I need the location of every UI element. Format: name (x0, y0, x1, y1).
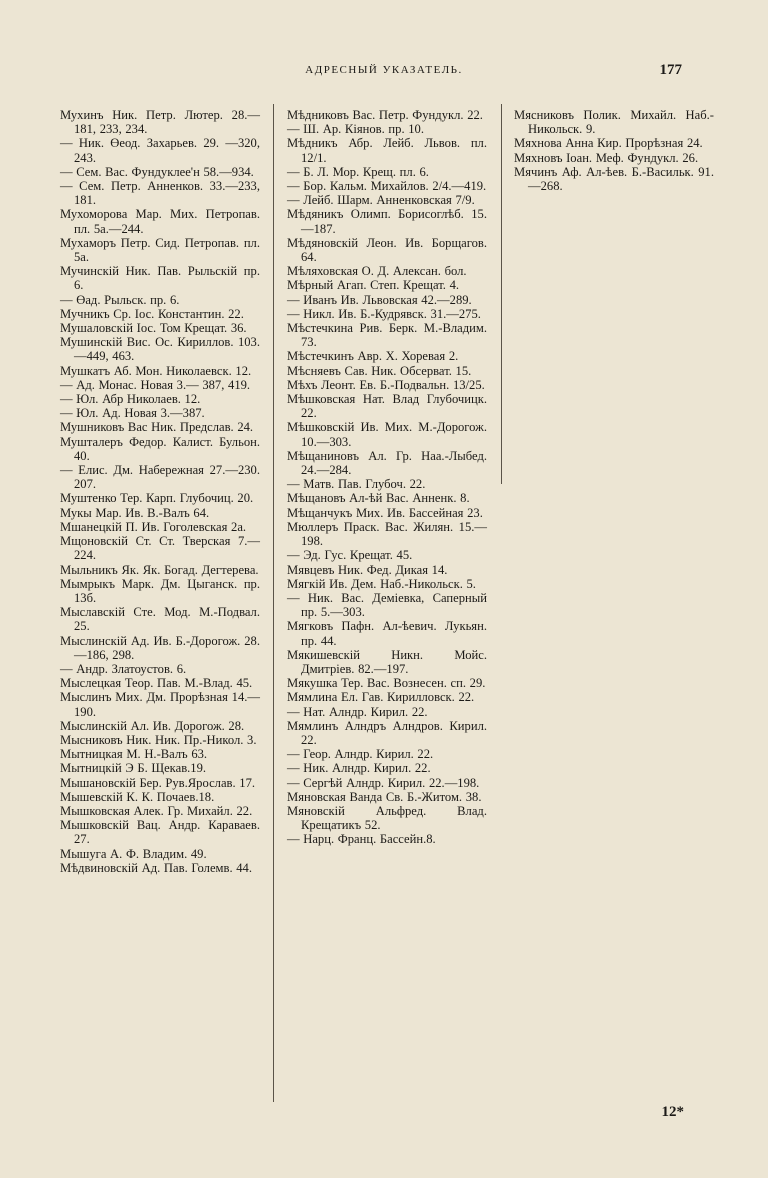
directory-entry: Мѣсняевъ Сав. Ник. Обсерват. 15. (287, 363, 472, 378)
directory-entry: — Юл. Ад. Новая 3.—387. (60, 406, 205, 421)
directory-entry: Мѣщанчукъ Мих. Ив. Бассейная 23. (287, 505, 483, 520)
directory-entry: Мѣляховская О. Д. Алексан. бол. (287, 264, 467, 279)
directory-entry: Мяновская Ванда Св. Б.-Житом. 38. (287, 789, 482, 804)
directory-entry: Мышевскій К. К. Почаев.18. (60, 789, 215, 804)
directory-column-3 (514, 108, 714, 193)
directory-entry: Мѣрный Агап. Степ. Крещат. 4. (287, 278, 460, 293)
directory-entry: Мѣхъ Леонт. Ев. Б.-Подвальн. 13/25. (287, 377, 485, 392)
directory-entry: — Геор. Алндр. Кирил. 22. (287, 747, 434, 762)
directory-entry: — Ш. Ар. Кіянов. пр. 10. (287, 122, 424, 137)
directory-entry: Мыславскій Сте. Мод. М.-Подвал. 25. (60, 605, 260, 634)
directory-entry: Мѣдяновскій Леон. Ив. Борщагов. 64. (287, 235, 487, 265)
directory-entry: — Сем. Петр. Анненков. 33.—233, 181. (60, 179, 260, 208)
directory-entry: Мысниковъ Ник. Ник. Пр.-Никол. 3. (60, 732, 257, 747)
directory-entry: Мякушка Тер. Вас. Вознесен. сп. 29. (287, 676, 486, 691)
running-header-title: АДРЕСНЫЙ УКАЗАТЕЛЬ. (305, 64, 463, 76)
directory-entry: Мѣщаниновъ Ал. Гр. Наа.-Лыбед. 24.—284. (287, 448, 487, 478)
directory-entry: — Юл. Абр Николаев. 12. (60, 392, 201, 407)
directory-column-2 (287, 108, 487, 847)
directory-entry: — Лейб. Шарм. Анненковская 7/9. (287, 193, 475, 208)
directory-entry: Мымрыкъ Марк. Дм. Цыганск. пр. 13б. (60, 576, 260, 605)
directory-entry: Мытницкая М. Н.-Валъ 63. (60, 747, 208, 762)
directory-entry: Мямлинъ Алндръ Алндров. Кирил. 22. (287, 718, 487, 747)
directory-entry: Мытницкій Э Б. Щекав.19. (60, 761, 207, 776)
directory-entry: Мухаморъ Петр. Сид. Петропав. пл. 5а. (60, 235, 260, 265)
directory-entry: — Никл. Ив. Б.-Кудрявск. 31.—275. (287, 306, 481, 321)
directory-entry: Мухоморова Мар. Мих. Петропав. пл. 5а.—244. (60, 207, 260, 236)
directory-entry: Мягковъ Пафн. Ал-ѣевич. Лукьян. пр. 44. (287, 619, 487, 648)
directory-entry: Мышановскій Бер. Рув.Ярослав. 17. (60, 775, 256, 790)
directory-entry: Мяновскій Альфред. Влад. Крещатикъ 52. (287, 803, 487, 833)
directory-entry: Мячинъ Аф. Ал-ѣев. Б.-Васильк. 91.—268. (514, 164, 714, 194)
directory-entry: Мыслецкая Теор. Пав. М.-Влад. 45. (60, 676, 253, 691)
directory-column-1 (60, 108, 260, 875)
directory-entry: Мушаловскій Іос. Том Крещат. 36. (60, 321, 247, 336)
directory-entry: — Нарц. Франц. Бассейн.8. (287, 832, 436, 847)
page-number: 177 (659, 62, 682, 78)
directory-entry: — Сергѣй Алндр. Кирил. 22.—198. (287, 775, 480, 790)
directory-entry: Мякишевскій Никн. Мойс. Дмитріев. 82.—197. (287, 647, 487, 676)
directory-entry: — Б. Л. Мор. Крещ. пл. 6. (287, 164, 429, 179)
directory-entry: Мыслинъ Мих. Дм. Прорѣзная 14.—190. (60, 690, 260, 719)
directory-entry: — Иванъ Ив. Львовская 42.—289. (287, 292, 472, 307)
directory-entry: Мямлина Ел. Гав. Кирилловск. 22. (287, 690, 475, 705)
directory-entry: Мухинъ Ник. Петр. Лютер. 28.—181, 233, 234. (60, 108, 260, 137)
directory-entry: Мушинскій Вис. Ос. Кириллов. 103.—449, 463. (60, 335, 260, 364)
directory-entry: — Ник. Алндр. Кирил. 22. (287, 761, 431, 776)
directory-entry: — Елис. Дм. Набережная 27.—230. 207. (60, 463, 260, 492)
directory-entry: Мышуга А. Ф. Владим. 49. (60, 846, 207, 861)
directory-entry: — Нат. Алндр. Кирил. 22. (287, 704, 428, 719)
directory-entry: — Ад. Монас. Новая 3.— 387, 419. (60, 377, 251, 392)
printer-signature-mark: 12* (661, 1104, 684, 1120)
directory-entry: — Матв. Пав. Глубоч. 22. (287, 477, 426, 492)
directory-entry: Муштенко Тер. Карп. Глубочиц. 20. (60, 491, 254, 506)
directory-entry: Мѣдниковъ Вас. Петр. Фундукл. 22. (287, 108, 483, 122)
directory-entry: Мшанецкій П. Ив. Гоголевская 2а. (60, 519, 247, 534)
directory-entry: Мяхновъ Іоан. Меф. Фундукл. 26. (514, 150, 699, 165)
directory-entry: — Андр. Златоустов. 6. (60, 661, 187, 676)
directory-entry: Мѣдвиновскій Ад. Пав. Големв. 44. (60, 860, 252, 875)
directory-entry: Мушниковъ Вас Ник. Предслав. 24. (60, 420, 254, 435)
directory-entry: Мучинскій Ник. Пав. Рыльскій пр. 6. (60, 264, 260, 293)
directory-entry: Мяхнова Анна Кир. Прорѣзная 24. (514, 136, 703, 151)
directory-entry: Мягкій Ив. Дем. Наб.-Никольск. 5. (287, 576, 476, 591)
directory-entry: Мюллеръ Праск. Вас. Жилян. 15.—198. (287, 519, 487, 549)
directory-entry: Мѣстечкинъ Авр. Х. Хоревая 2. (287, 349, 459, 364)
directory-entry: Мушталеръ Федор. Калист. Бульон. 40. (60, 434, 260, 463)
directory-entry: Мявцевъ Ник. Фед. Дикая 14. (287, 562, 448, 577)
directory-entry: — Бор. Кальм. Михайлов. 2/4.—419. (287, 179, 487, 194)
directory-entry: Мыслинскій Ал. Ив. Дорогож. 28. (60, 718, 245, 733)
directory-entry: Мѣстечкина Рив. Берк. М.-Владим. 73. (287, 321, 487, 350)
directory-entry: Мукы Мар. Ив. В.-Валъ 64. (60, 505, 210, 520)
directory-entry: — Сем. Вас. Фундуклее'н 58.—934. (60, 164, 254, 179)
directory-entry: Мышковскій Вац. Андр. Караваев. 27. (60, 818, 260, 847)
directory-entry: — Өад. Рыльск. пр. 6. (60, 292, 180, 307)
directory-entry: Мѣдникъ Абр. Лейб. Львов. пл. 12/1. (287, 136, 487, 165)
directory-entry: Мучникъ Ср. Іос. Константин. 22. (60, 306, 244, 321)
directory-entry: Мщоновскій Ст. Ст. Тверская 7.—224. (60, 534, 260, 563)
directory-entry: Мышковская Алек. Гр. Михайл. 22. (60, 803, 253, 818)
directory-entry: Мыслинскій Ад. Ив. Б.-Дорогож. 28.—186, 298. (60, 633, 260, 662)
directory-entry: — Эд. Гус. Крещат. 45. (287, 548, 413, 563)
directory-entry: Мѣшковская Нат. Влад Глубочицк. 22. (287, 392, 487, 421)
directory-entry: — Ник. Вас. Деміевка, Саперный пр. 5.—303. (287, 590, 487, 620)
directory-entry: Мясниковъ Полик. Михайл. Наб.-Никольск. 9. (514, 108, 714, 137)
directory-entry: Мѣщановъ Ал-ѣй Вас. Анненк. 8. (287, 491, 470, 506)
directory-entry: Мѣдяникъ Олимп. Борисоглѣб. 15.—187. (287, 207, 487, 236)
directory-entry: Мушкатъ Аб. Мон. Николаевск. 12. (60, 363, 252, 378)
column-divider (273, 104, 274, 1102)
directory-entry: Мыльникъ Як. Як. Богад. Дегтерева. (60, 562, 259, 577)
directory-entry: — Ник. Өеод. Захарьев. 29. —320, 243. (60, 136, 260, 165)
directory-entry: Мѣшковскій Ив. Мих. М.-Дорогож. 10.—303. (287, 420, 487, 449)
column-divider (501, 104, 502, 484)
